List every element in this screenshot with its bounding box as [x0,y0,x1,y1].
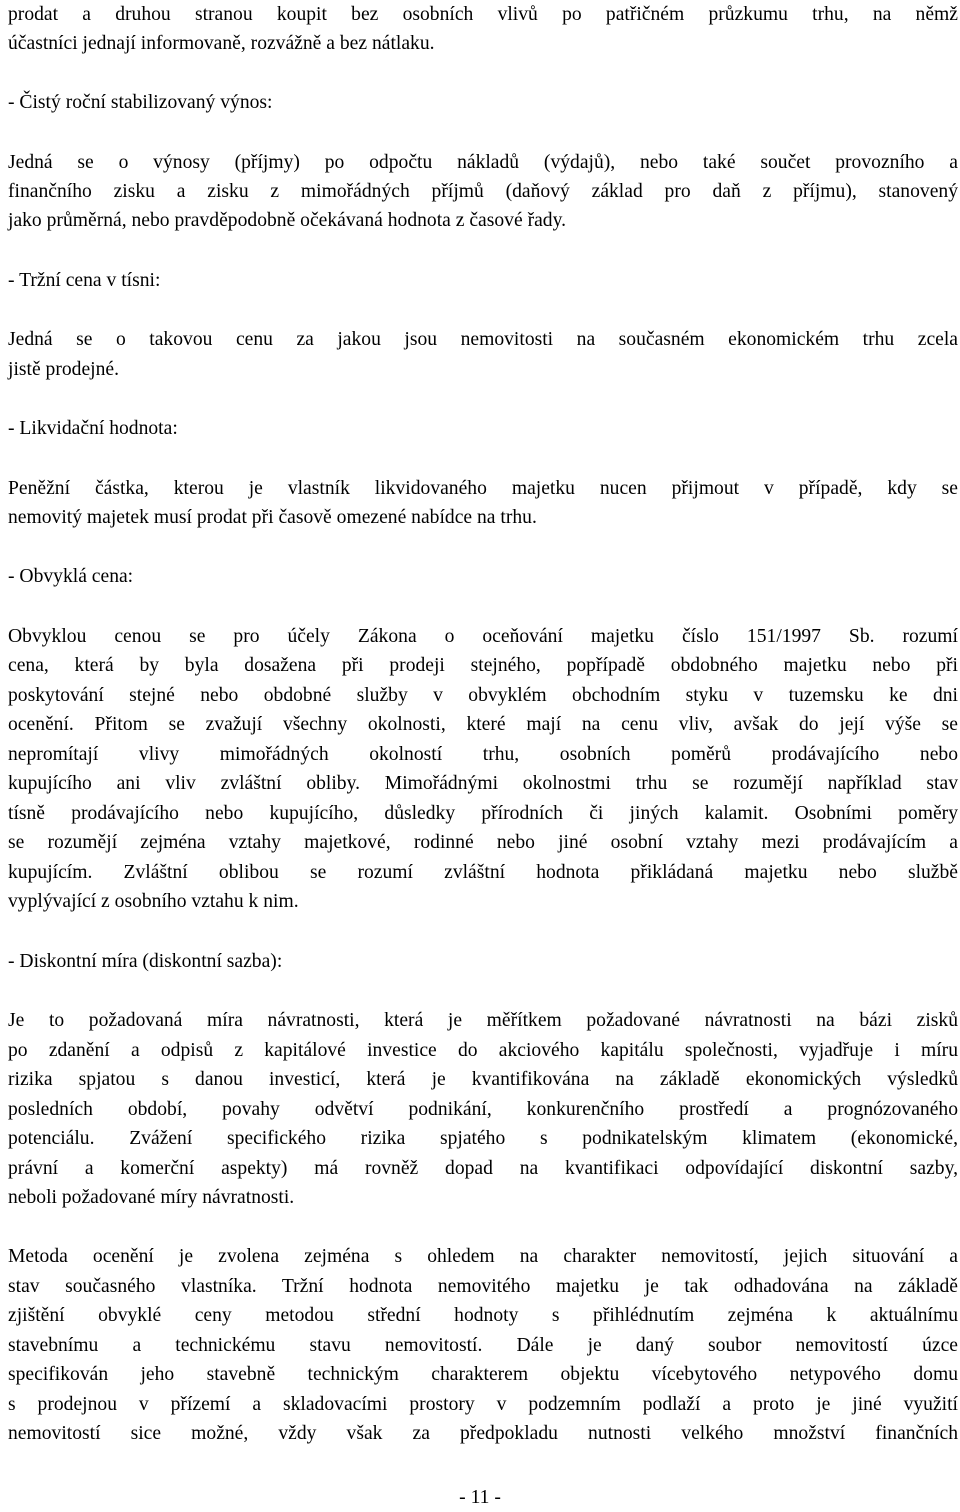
paragraph-line: Peněžní částka, kterou je vlastník likvidovaného majetku nucen přijmout v případě, kdy se [8,478,958,499]
paragraph-line: se rozumějí zejména vztahy majetkové, rodinné nebo jiné osobní vztahy mezi prodávajícím a [8,832,958,853]
paragraph-line: cena, která by byla dosažena při prodeji stejného, popřípadě obdobného majetku nebo při [8,655,958,676]
paragraph-line: tísně prodávajícího nebo kupujícího, důsledky přírodních či jiných kalamit. Osobními poměry [8,803,958,824]
paragraph-line: jistě prodejné. [8,359,119,380]
paragraph-line: kupujícím. Zvláštní oblibou se rozumí zvláštní hodnota přikládaná majetku nebo službě [8,862,958,883]
paragraph-line: poskytování stejné nebo obdobné služby v obvyklém obchodním styku v tuzemsku ke dni [8,685,958,706]
paragraph-line: rizika spjatou s danou investicí, která je kvantifikována na základě ekonomických výsledků [8,1069,958,1090]
paragraph-line: Jedná se o výnosy (příjmy) po odpočtu nákladů (výdajů), nebo také součet provozního a [8,152,958,173]
section-heading: - Obvyklá cena: [8,566,134,587]
paragraph-line: stav současného vlastníka. Tržní hodnota nemovitého majetku je tak odhadována na základě [8,1276,958,1297]
paragraph-line: účastníci jednají informovaně, rozvážně a bez nátlaku. [8,33,435,54]
paragraph-line: ocenění. Přitom se zvažují všechny okolnosti, které mají na cenu vliv, avšak do její výše se [8,714,958,735]
paragraph-line: po zdanění a odpisů z kapitálové investice do akciového kapitálu společnosti, vyjadřuje i míru [8,1040,958,1061]
paragraph-line: Je to požadovaná míra návratnosti, která je měřítkem požadované návratnosti na bázi zisků [8,1010,958,1031]
paragraph-line: stavebnímu a technickému stavu nemovitostí. Dále je daný soubor nemovitostí úzce [8,1335,958,1356]
paragraph-line: nemovitostí sice možné, vždy však za předpokladu nutnosti velkého množství finančních [8,1423,958,1444]
paragraph-line: právní a komerční aspekty) má rovněž dopad na kvantifikaci odpovídající diskontní sazby, [8,1158,958,1179]
paragraph-line: kupujícího ani vliv zvláštní obliby. Mimořádnými okolnostmi trhu se rozumějí například stav [8,773,958,794]
paragraph-line: posledních období, povahy odvětví podnikání, konkurenčního prostředí a prognózovaného [8,1099,958,1120]
paragraph-line: Jedná se o takovou cenu za jakou jsou nemovitosti na současném ekonomickém trhu zcela [8,329,958,350]
paragraph-line: neboli požadované míry návratnosti. [8,1187,295,1208]
paragraph-line: zjištění obvyklé ceny metodou střední hodnoty s přihlédnutím zejména k aktuálnímu [8,1305,958,1326]
section-heading: - Likvidační hodnota: [8,418,178,439]
paragraph-line: vyplývající z osobního vztahu k nim. [8,891,299,912]
page-number: - 11 - [459,1487,501,1508]
paragraph-line: nepromítají vlivy mimořádných okolností trhu, osobních poměrů prodávajícího nebo [8,744,958,765]
section-heading: - Tržní cena v tísni: [8,270,161,291]
paragraph-line: specifikován jeho stavebně technickým charakterem objektu vícebytového netypového domu [8,1364,958,1385]
paragraph-line: Obvyklou cenou se pro účely Zákona o oceňování majetku číslo 151/1997 Sb. rozumí [8,626,958,647]
paragraph-line: Metoda ocenění je zvolena zejména s ohledem na charakter nemovitostí, jejich situování a [8,1246,958,1267]
paragraph-line: nemovitý majetek musí prodat při časově omezené nabídce na trhu. [8,507,537,528]
section-heading: - Čistý roční stabilizovaný výnos: [8,92,273,113]
paragraph-line: potenciálu. Zvážení specifického rizika spjatého s podnikatelským klimatem (ekonomické, [8,1128,958,1149]
section-heading: - Diskontní míra (diskontní sazba): [8,951,283,972]
paragraph-line: prodat a druhou stranou koupit bez osobních vlivů po patřičném průzkumu trhu, na němž [8,4,958,25]
paragraph-line: s prodejnou v přízemí a skladovacími prostory v podzemním podlaží a proto je jiné využití [8,1394,958,1415]
paragraph-line: jako průměrná, nebo pravděpodobně očekávaná hodnota z časové řady. [8,210,567,231]
paragraph-line: finančního zisku a zisku z mimořádných příjmů (daňový základ pro daň z příjmu), stanovený [8,181,958,202]
